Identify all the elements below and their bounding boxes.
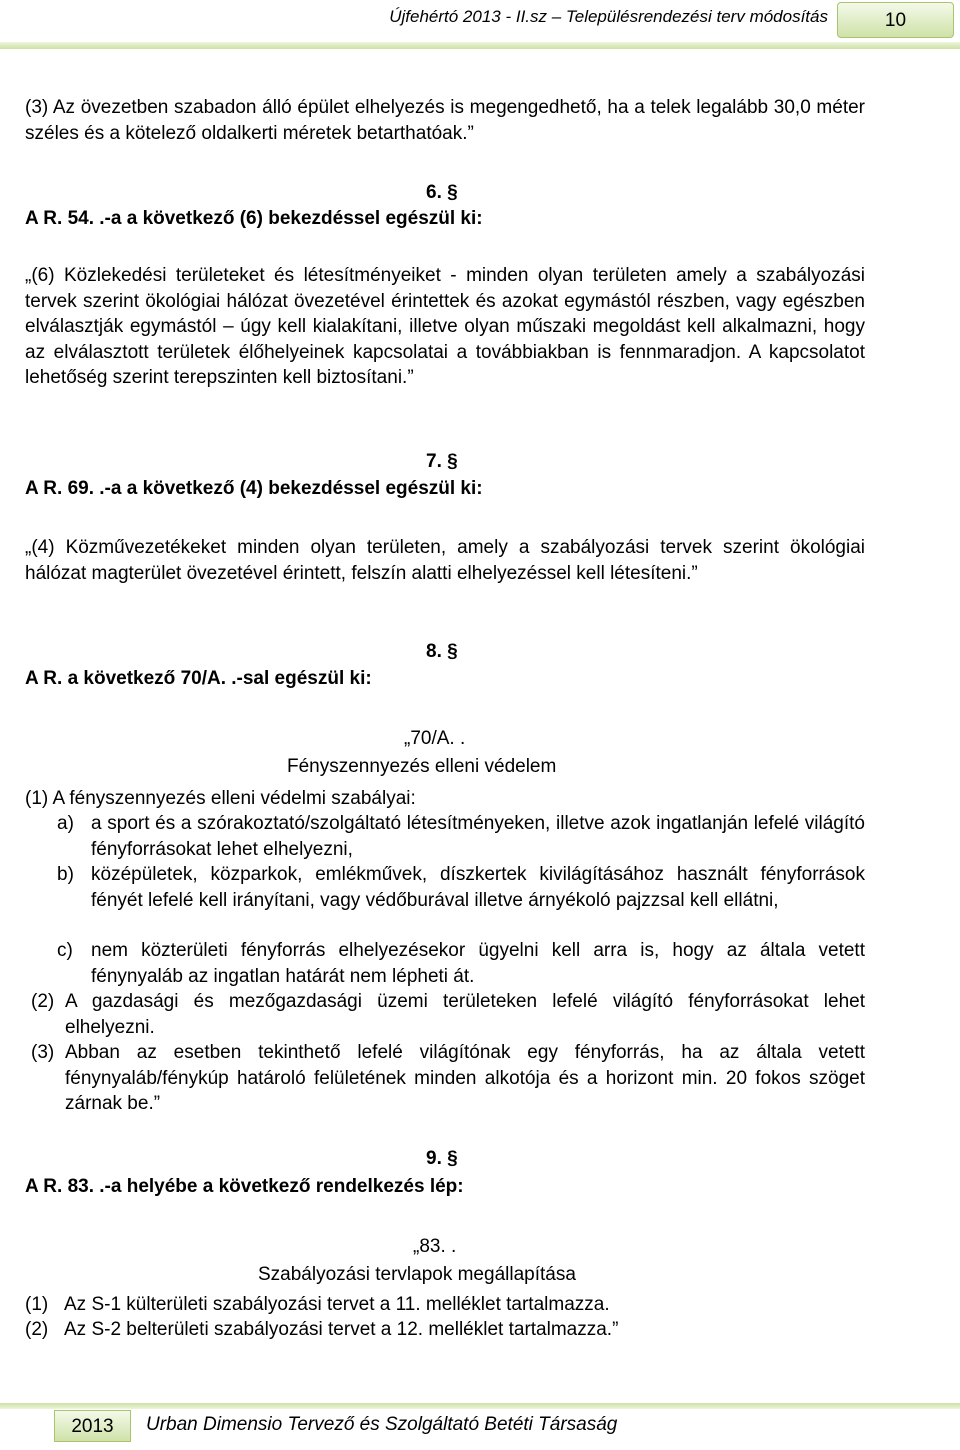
section-8-heading: Fényszennyezés elleni védelem bbox=[287, 756, 557, 777]
section-7-text: „(4) Közművezetékeket minden olyan területen, amely a szabályozási tervek szerint ökológiai hálózat magterület övezetével érintett, felszín alatti elhelyezéssel kell létesíteni.” bbox=[25, 537, 865, 584]
section-6-title: A R. 54. .-a a következő (6) bekezdéssel egészül ki: bbox=[25, 208, 483, 229]
section-7-title: A R. 69. .-a a következő (4) bekezdéssel egészül ki: bbox=[25, 478, 483, 499]
header-rule bbox=[0, 42, 960, 49]
section-9-heading: Szabályozási tervlapok megállapítása bbox=[258, 1264, 576, 1285]
page-header bbox=[0, 0, 960, 50]
section-sign-icon: § bbox=[447, 641, 458, 662]
section-sign-icon: § bbox=[447, 451, 458, 472]
list-item-s9-1 bbox=[25, 1292, 865, 1318]
list-text-3: Abban az esetben tekinthető lefelé világítónak egy fényforrás, ha az általa vetett fénynyaláb/fénykúp határoló felületének minden alkotója és a horizont min. 20 fokos szöget zárnak be.” bbox=[65, 1042, 865, 1114]
list-item-3 bbox=[31, 1040, 865, 1117]
footer-rule bbox=[0, 1403, 960, 1409]
header-title: Újfehértó 2013 - II.sz – Településrendezési terv módosítás bbox=[389, 7, 828, 26]
list-item-2 bbox=[31, 989, 865, 1040]
list-text-a: a sport és a szórakoztató/szolgáltató létesítményeken, illetve azok ingatlanján lefelé világító fényforrásokat lehet elhelyezni, bbox=[91, 813, 865, 860]
section-9-title: A R. 83. .-a helyébe a következő rendelkezés lép: bbox=[25, 1176, 464, 1197]
section-9-number: 9. § bbox=[426, 1148, 458, 1169]
list-item-c bbox=[57, 938, 865, 989]
list-label-c: c) bbox=[57, 940, 73, 961]
list-label-3: (3) bbox=[31, 1042, 55, 1063]
list-text-s9-2: Az S-2 belterületi szabályozási tervet a 12. melléklet tartalmazza.” bbox=[64, 1319, 619, 1340]
list-item-a bbox=[57, 811, 865, 862]
list-text-b: középületek, közparkok, emlékművek, díszkertek kivilágításához használt fényforrások fényét lefelé kell irányítani, vagy védőburával illetve árnyékoló pajzzsal kell ellátni, bbox=[91, 864, 865, 911]
section-7-number: 7. § bbox=[426, 451, 458, 472]
list-item-b bbox=[57, 862, 865, 913]
list-label-s9-2: (2) bbox=[25, 1319, 49, 1340]
list-item-s9-2 bbox=[25, 1317, 865, 1343]
section-8-number: 8. § bbox=[426, 641, 458, 662]
list-text-c: nem közterületi fényforrás elhelyezésekor ügyelni kell arra is, hogy az általa vetett fénynyaláb az ingatlan határát nem lépheti át. bbox=[91, 940, 865, 987]
section-6-number: 6. § bbox=[426, 182, 458, 203]
section-9-paragraph-number: „83. . bbox=[413, 1236, 457, 1257]
list-label-2: (2) bbox=[31, 991, 55, 1012]
section-sign-icon: § bbox=[447, 1148, 458, 1169]
section-8-paragraph-number: „70/A. . bbox=[404, 728, 466, 749]
list-text-2: A gazdasági és mezőgazdasági üzemi területeken lefelé világító fényforrásokat lehet elhelyezni. bbox=[65, 991, 865, 1038]
list-label-b: b) bbox=[57, 864, 74, 885]
list-text-s9-1: Az S-1 külterületi szabályozási tervet a 11. melléklet tartalmazza. bbox=[64, 1294, 610, 1315]
page-number: 10 bbox=[837, 2, 954, 38]
footer-year: 2013 bbox=[54, 1410, 131, 1442]
list-label-a: a) bbox=[57, 813, 74, 834]
section-8-title: A R. a következő 70/A. .-sal egészül ki: bbox=[25, 668, 372, 689]
paragraph-3: (3) Az övezetben szabadon álló épület elhelyezés is megengedhető, ha a telek legalább 30,0 méter széles és a kötelező oldalkerti méretek betarthatóak.” bbox=[25, 97, 865, 144]
list-label-s9-1: (1) bbox=[25, 1294, 49, 1315]
section-8-point-1: (1) A fényszennyezés elleni védelmi szabályai: bbox=[25, 788, 416, 809]
section-sign-icon: § bbox=[447, 182, 458, 203]
footer-company: Urban Dimensio Tervező és Szolgáltató Betéti Társaság bbox=[146, 1414, 618, 1435]
section-6-text: „(6) Közlekedési területeket és létesítményeiket - minden olyan területen amely a szabályozási tervek szerint ökológiai hálózat övezetével érintettek és azokat egymástól részben, vagy egészben elválasztják egymástól – úgy kell kialakítani, illetve olyan műszaki megoldást kell alkalmazni, hogy az elválasztott területek élőhelyeinek kapcsolatai a továbbiakban is fennmaradjon. A kapcsolatot lehetőség szerint terepszinten kell biztosítani.” bbox=[25, 265, 865, 388]
